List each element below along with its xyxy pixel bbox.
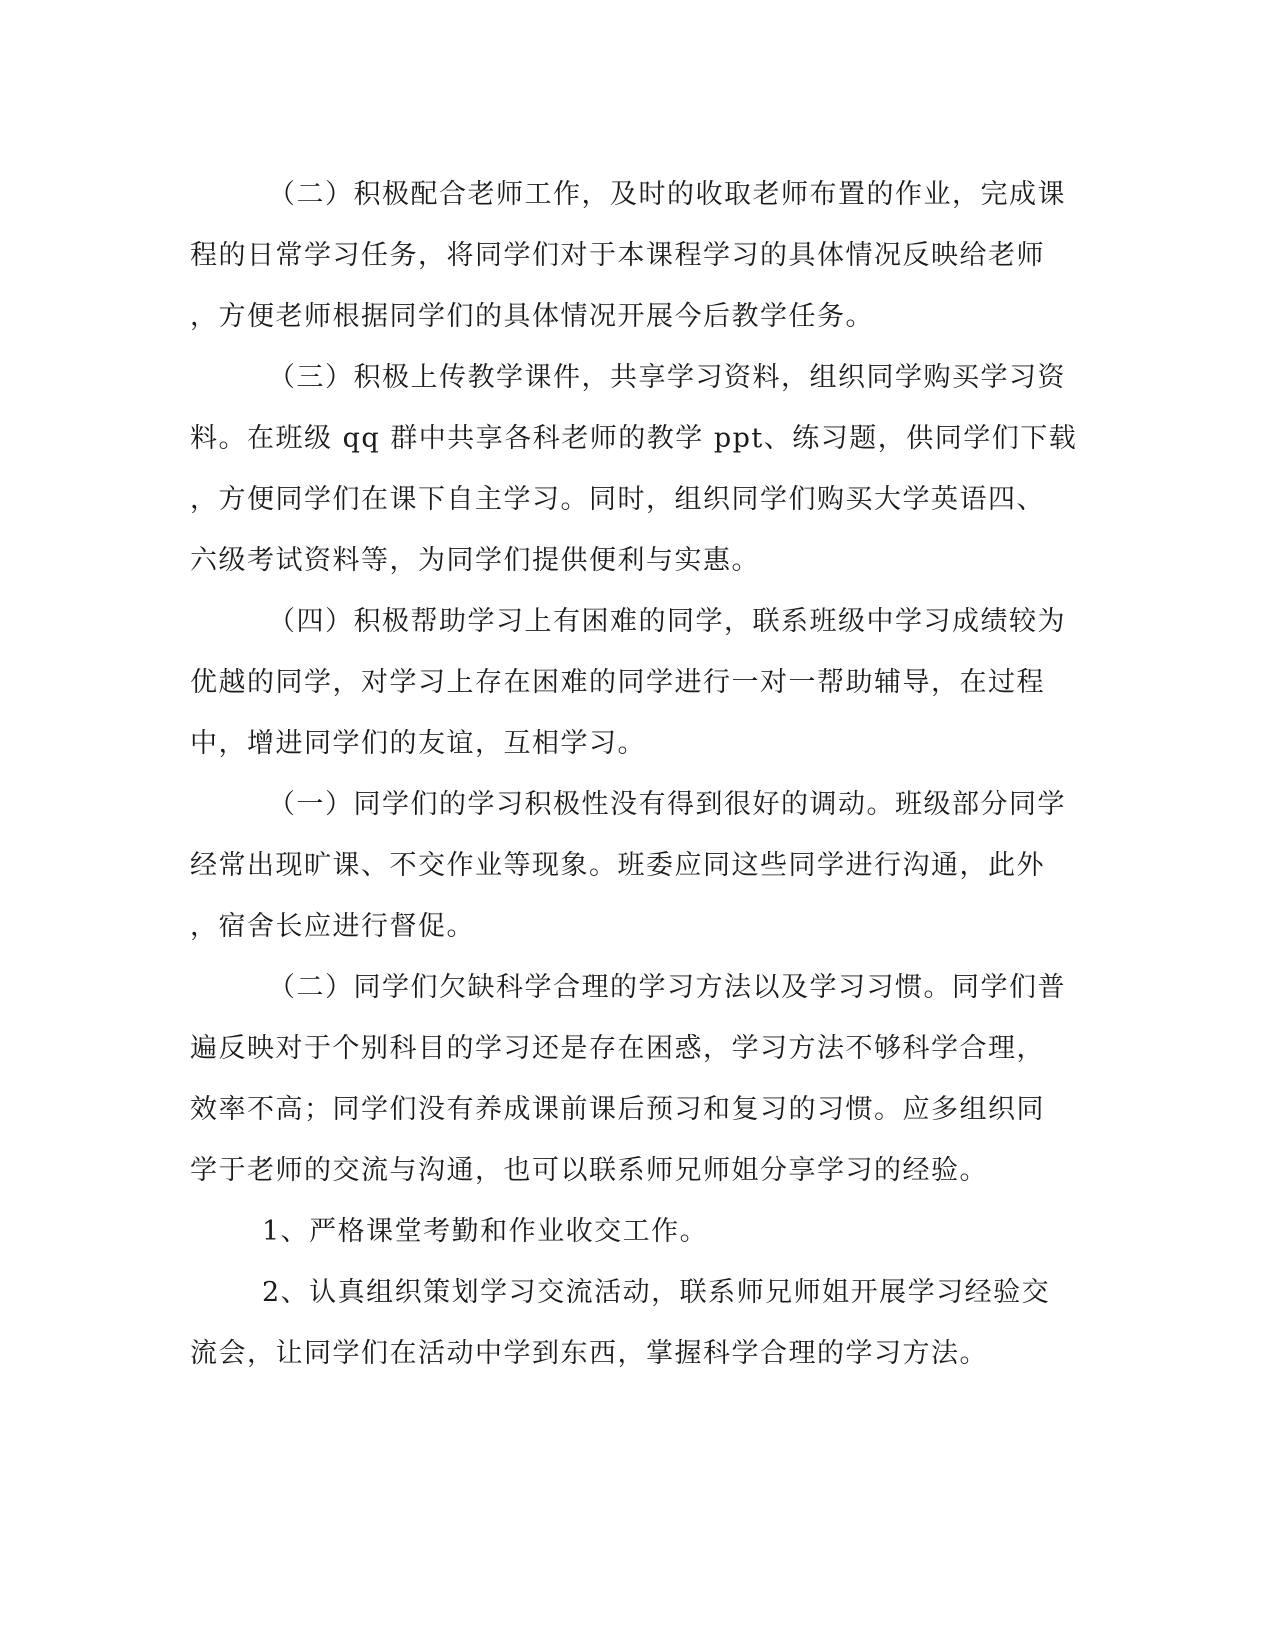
paragraph-line: 学于老师的交流与沟通，也可以联系师兄师姐分享学习的经验。: [190, 1155, 988, 1186]
paragraph-line: 料。在班级 qq 群中共享各科老师的教学 ppt、练习题，供同学们下载: [190, 423, 1078, 454]
paragraph-line: ，宿舍长应进行督促。: [190, 911, 475, 942]
paragraph-line: （二）积极配合老师工作，及时的收取老师布置的作业，完成课: [268, 179, 1066, 210]
document-body: [190, 164, 1090, 1384]
list-item-line: 2、认真组织策划学习交流活动，联系师兄师姐开展学习经验交: [262, 1277, 1051, 1308]
paragraph-line: 流会，让同学们在活动中学到东西，掌握科学合理的学习方法。: [190, 1338, 988, 1369]
paragraph-line: ，方便同学们在课下自主学习。同时，组织同学们购买大学英语四、: [190, 484, 1045, 515]
paragraph-line: 六级考试资料等，为同学们提供便利与实惠。: [190, 545, 760, 576]
paragraph-line: 效率不高；同学们没有养成课前课后预习和复习的习惯。应多组织同: [190, 1094, 1045, 1125]
paragraph-line: （一）同学们的学习积极性没有得到很好的调动。班级部分同学: [268, 789, 1066, 820]
paragraph-line: （四）积极帮助学习上有困难的同学，联系班级中学习成绩较为: [268, 606, 1066, 637]
list-item-line: 1、严格课堂考勤和作业收交工作。: [262, 1216, 709, 1247]
paragraph-line: （二）同学们欠缺科学合理的学习方法以及学习习惯。同学们普: [268, 972, 1066, 1003]
paragraph-line: 优越的同学，对学习上存在困难的同学进行一对一帮助辅导，在过程: [190, 667, 1045, 698]
paragraph-line: 中，增进同学们的友谊，互相学习。: [190, 728, 646, 759]
paragraph-line: ，方便老师根据同学们的具体情况开展今后教学任务。: [190, 301, 874, 332]
paragraph-line: 遍反映对于个别科目的学习还是存在困惑，学习方法不够科学合理，: [190, 1033, 1045, 1064]
paragraph-line: 经常出现旷课、不交作业等现象。班委应同这些同学进行沟通，此外: [190, 850, 1045, 881]
paragraph-line: （三）积极上传教学课件，共享学习资料，组织同学购买学习资: [268, 362, 1066, 393]
paragraph-line: 程的日常学习任务，将同学们对于本课程学习的具体情况反映给老师: [190, 240, 1045, 271]
